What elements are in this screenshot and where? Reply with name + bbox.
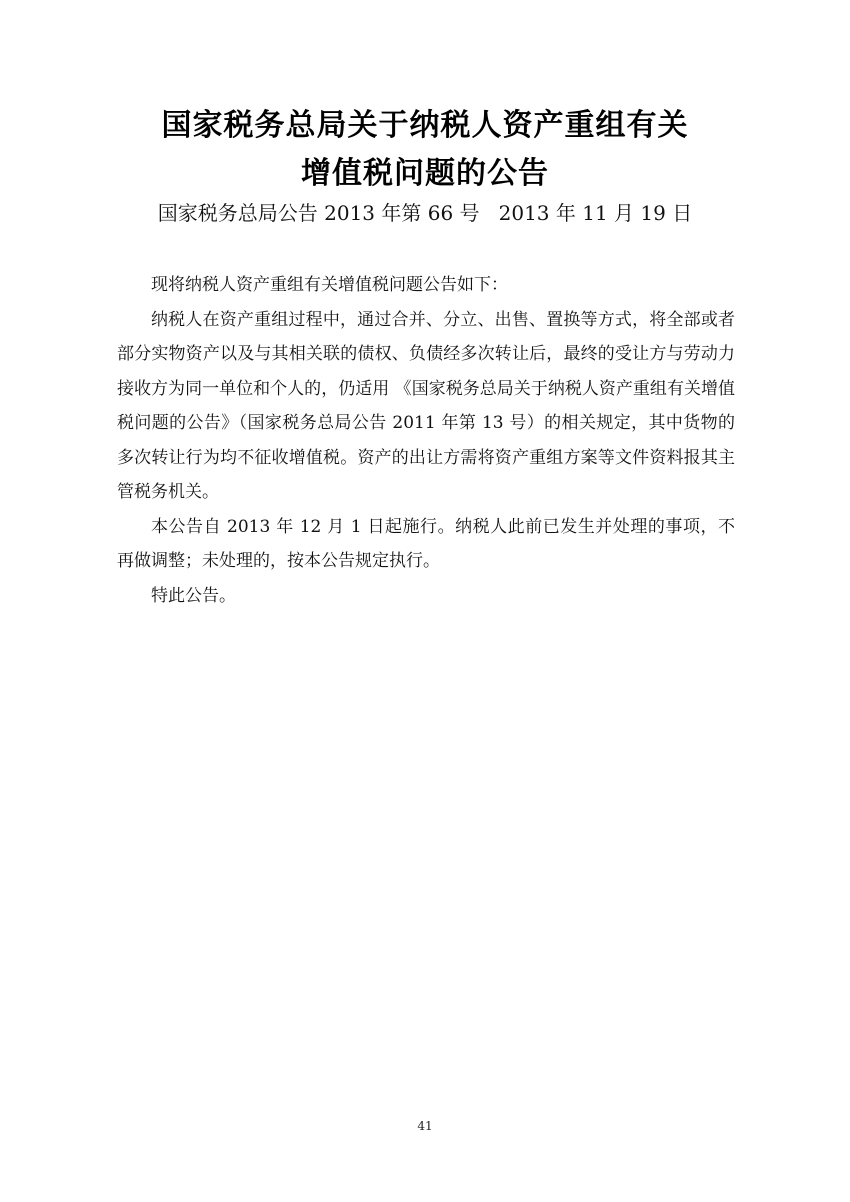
- document-subtitle: 国家税务总局公告 2013 年第 66 号 2013 年 11 月 19 日: [157, 201, 693, 225]
- paragraph-effective-date: 本公告自 2013 年 12 月 1 日起施行。纳税人此前已发生并处理的事项，不再做调整；未处理的，按本公告规定执行。: [117, 516, 735, 571]
- paragraph-main-rule: 纳税人在资产重组过程中，通过合并、分立、出售、置换等方式，将全部或者部分实物资产以及与其相关联的债权、负债经多次转让后，最终的受让方与劳动力接收方为同一单位和个人的，仍适用 《国家税务总局关于纳税人资产重组有关增值税问题的公告》（国家税务总局公告 2011 年第 13 号）的相关规定，其中货物的多次转让行为均不征收增值税。资产的出让方需将资产重组方案等文件资料报其主管税务机关。: [117, 309, 735, 502]
- page-number: 41: [417, 1119, 433, 1133]
- document-body: [117, 268, 735, 613]
- document-title-line-2: 增值税问题的公告: [301, 156, 549, 191]
- document-title-line-1: 国家税务总局关于纳税人资产重组有关: [161, 108, 689, 143]
- paragraph-closing: 特此公告。: [151, 585, 236, 606]
- paragraph-intro: 现将纳税人资产重组有关增值税问题公告如下：: [151, 275, 508, 295]
